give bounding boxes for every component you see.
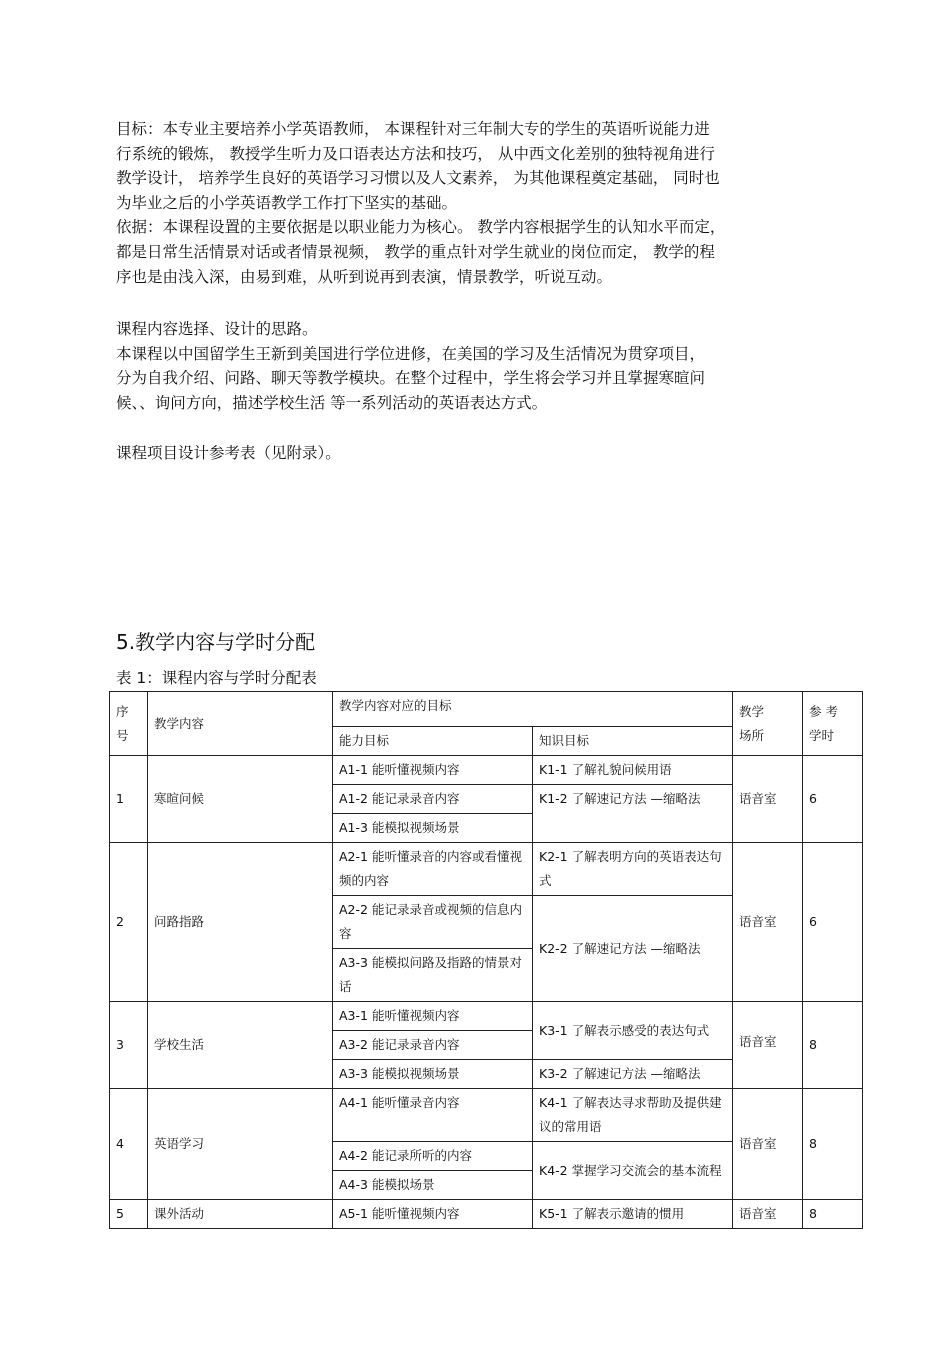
seq-cell: 3 <box>110 1002 148 1089</box>
knowledge-cell: K2-1 了解表明方向的英语表达句式 <box>533 843 733 896</box>
table-row <box>110 756 863 785</box>
header-knowledge: 知识目标 <box>533 727 733 756</box>
venue-cell: 语音室 <box>733 756 803 843</box>
table-row <box>110 1089 863 1142</box>
header-seq: 序 号 <box>110 692 148 756</box>
knowledge-cell: K4-1 了解表达寻求帮助及提供建议的常用语 <box>533 1089 733 1142</box>
text-line: 教学设计， 培养学生良好的英语学习习惯以及人文素养， 为其他课程奠定基础， 同时也 <box>116 169 720 188</box>
knowledge-cell: K2-2 了解速记方法 —缩略法 <box>533 896 733 1002</box>
ability-cell: A4-2 能记录所听的内容 <box>333 1142 533 1171</box>
content-cell: 课外活动 <box>148 1200 333 1229</box>
content-cell: 问路指路 <box>148 843 333 1002</box>
ability-cell: A1-1 能听懂视频内容 <box>333 756 533 785</box>
knowledge-cell: K5-1 了解表示邀请的惯用 <box>533 1200 733 1229</box>
reference-paragraph <box>116 441 856 466</box>
text-line: 本课程以中国留学生王新到美国进行学位进修，在美国的学习及生活情况为贯穿项目， <box>116 344 706 363</box>
text-line: 分为自我介绍、问路、聊天等教学模块。在整个过程中，学生将会学习并且掌握寒暄问 <box>116 369 706 388</box>
ability-cell: A4-3 能模拟场景 <box>333 1171 533 1200</box>
ability-cell: A3-3 能模拟视频场景 <box>333 1060 533 1089</box>
ability-cell: A2-1 能听懂录音的内容或看懂视频的内容 <box>333 843 533 896</box>
content-cell: 寒暄问候 <box>148 756 333 843</box>
course-hours-table <box>109 691 863 1229</box>
table-row <box>110 843 863 896</box>
hours-cell: 8 <box>803 1089 863 1200</box>
text-line: 课程内容选择、设计的思路。 <box>116 320 318 338</box>
venue-cell: 语音室 <box>733 1200 803 1229</box>
ability-cell: A2-2 能记录录音或视频的信息内容 <box>333 896 533 949</box>
text-line: 依据：本课程设置的主要依据是以职业能力为核心。 教学内容根据学生的认知水平而定， <box>116 218 726 237</box>
text-line: 都是日常生活情景对话或者情景视频， 教学的重点针对学生就业的岗位而定， 教学的程 <box>116 242 715 261</box>
text-line: 序也是由浅入深，由易到难，从听到说再到表演，情景教学，听说互动。 <box>116 267 613 286</box>
design-paragraph <box>116 317 856 415</box>
hours-cell: 6 <box>803 843 863 1002</box>
seq-cell: 1 <box>110 756 148 843</box>
table-row <box>110 1002 863 1031</box>
seq-cell: 4 <box>110 1089 148 1200</box>
text-line: 为毕业之后的小学英语教学工作打下坚实的基础。 <box>116 193 458 212</box>
knowledge-cell: K1-1 了解礼貌问候用语 <box>533 756 733 785</box>
knowledge-cell: K3-2 了解速记方法 —缩略法 <box>533 1060 733 1089</box>
header-goals: 教学内容对应的目标 <box>333 692 733 727</box>
header-ability: 能力目标 <box>333 727 533 756</box>
knowledge-cell: K3-1 了解表示感受的表达句式 <box>533 1002 733 1060</box>
ability-cell: A1-3 能模拟视频场景 <box>333 814 533 843</box>
hours-cell: 8 <box>803 1002 863 1089</box>
ability-cell: A4-1 能听懂录音内容 <box>333 1089 533 1142</box>
table-caption: 表 1：课程内容与学时分配表 <box>116 669 317 687</box>
table-row <box>110 1200 863 1229</box>
goal-basis-paragraph <box>116 117 856 289</box>
text-line: 目标：本专业主要培养小学英语教师， 本课程针对三年制大专的学生的英语听说能力进 <box>116 120 710 138</box>
hours-cell: 6 <box>803 756 863 843</box>
venue-cell: 语音室 <box>733 1089 803 1200</box>
knowledge-cell: K1-2 了解速记方法 —缩略法 <box>533 785 733 843</box>
content-cell: 英语学习 <box>148 1089 333 1200</box>
hours-cell: 8 <box>803 1200 863 1229</box>
venue-cell: 语音室 <box>733 843 803 1002</box>
knowledge-cell: K4-2 掌握学习交流会的基本流程 <box>533 1142 733 1200</box>
text-line: 课程项目设计参考表（见附录）。 <box>116 444 341 462</box>
venue-cell: 语音室 <box>733 1002 803 1089</box>
seq-cell: 5 <box>110 1200 148 1229</box>
header-content: 教学内容 <box>148 692 333 756</box>
ability-cell: A3-3 能模拟问路及指路的情景对话 <box>333 949 533 1002</box>
ability-cell: A1-2 能记录录音内容 <box>333 785 533 814</box>
ability-cell: A5-1 能听懂视频内容 <box>333 1200 533 1229</box>
header-row <box>110 692 863 727</box>
header-hours: 参 考 学时 <box>803 692 863 756</box>
section-heading: 5.教学内容与学时分配 <box>116 630 316 654</box>
seq-cell: 2 <box>110 843 148 1002</box>
content-cell: 学校生活 <box>148 1002 333 1089</box>
text-line: 候、、询问方向，描述学校生活 等一系列活动的英语表达方式。 <box>116 393 548 412</box>
header-venue: 教学 场所 <box>733 692 803 756</box>
ability-cell: A3-1 能听懂视频内容 <box>333 1002 533 1031</box>
text-line: 行系统的锻炼， 教授学生听力及口语表达方法和技巧， 从中西文化差别的独特视角进行 <box>116 144 715 163</box>
ability-cell: A3-2 能记录录音内容 <box>333 1031 533 1060</box>
